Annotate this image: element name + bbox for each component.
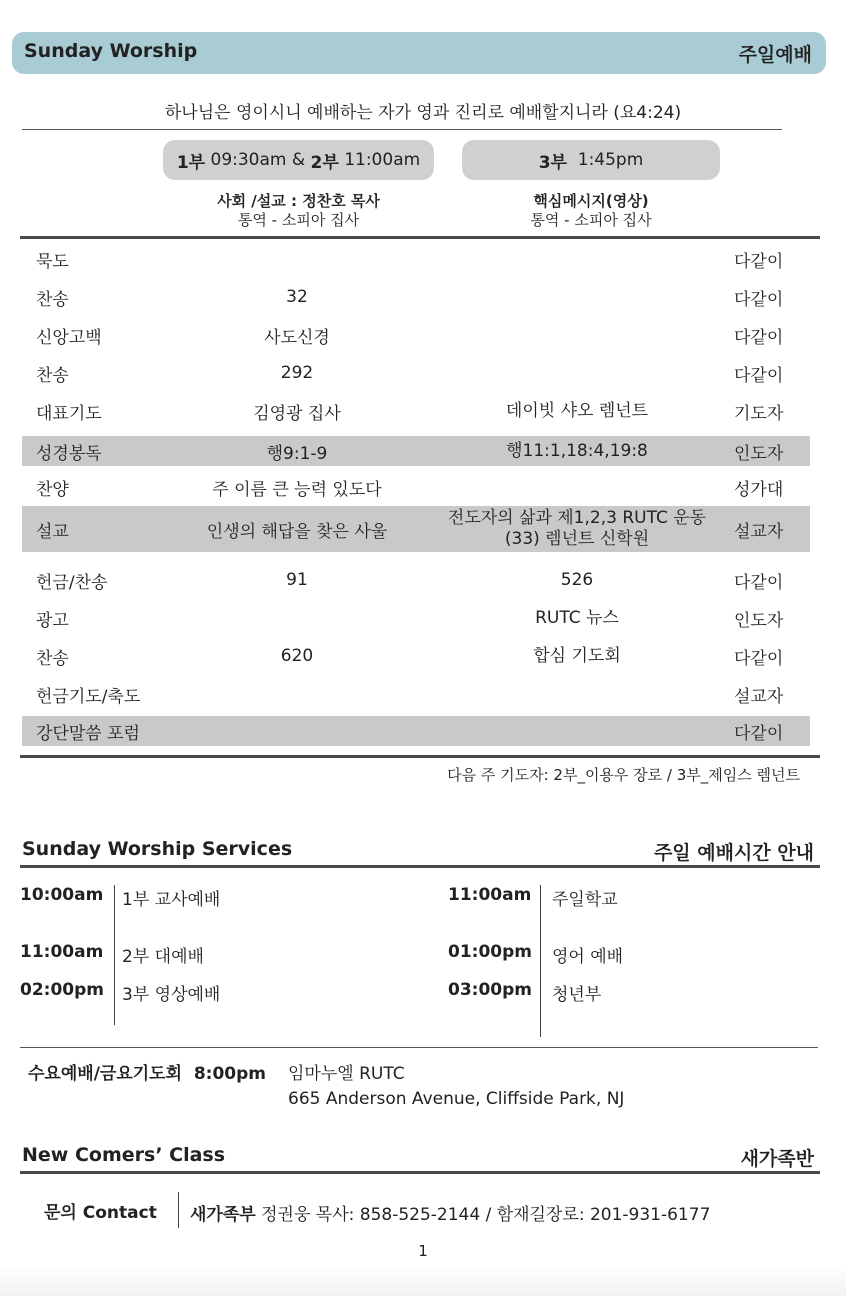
order-service3: 합심 기도회: [533, 645, 621, 666]
order-service12: 292: [280, 363, 314, 383]
order-label: 신앙고백: [36, 327, 102, 348]
order-label: 헌금/찬송: [36, 572, 108, 593]
order-service3: 행11:1,18:4,19:8: [506, 440, 648, 461]
service-name: 1부 교사예배: [122, 890, 221, 910]
weekday-rule: [20, 1047, 818, 1048]
service-time: 02:00pm: [20, 980, 104, 1000]
scripture-verse: 하나님은 영이시니 예배하는 자가 영과 진리로 예배할지니라 (요4:24): [164, 103, 682, 123]
order-role: 설교자: [734, 686, 784, 707]
order-label: 헌금기도/축도: [36, 686, 141, 707]
newcomers-rule: [20, 1171, 820, 1174]
service-name: 청년부: [552, 985, 602, 1005]
pill3-time: 1:45pm: [566, 150, 644, 170]
order-label: 묵도: [36, 251, 69, 272]
order-label: 성경봉독: [36, 443, 102, 464]
order-service12: 91: [286, 570, 308, 590]
order-row: [22, 436, 810, 466]
service-name: 영어 예배: [552, 947, 624, 967]
order-service3: 데이빗 샤오 렘넌트: [505, 400, 649, 421]
order-top-rule: [20, 236, 820, 239]
newcomers-title-en: New Comers’ Class: [22, 1144, 226, 1166]
pill-part1: 1부: [176, 152, 206, 173]
order-service3: RUTC 뉴스: [535, 607, 619, 628]
service-time: 11:00am: [20, 942, 104, 962]
order-label: 찬송: [36, 289, 69, 310]
service-time: 01:00pm: [448, 942, 532, 962]
header-title-ko: 주일예배: [738, 44, 812, 66]
order-service12: 주 이름 큰 능력 있도다: [212, 479, 382, 500]
order-role: 기도자: [734, 403, 784, 424]
service-name: 주일학교: [552, 890, 618, 910]
order-role: 다같이: [734, 723, 784, 744]
services-left-divider: [114, 885, 115, 1025]
order-label: 대표기도: [36, 403, 102, 424]
order-role: 인도자: [734, 443, 784, 464]
service-pill-1-2: [163, 140, 434, 180]
order-service12: 620: [280, 646, 314, 666]
order-role: 다같이: [734, 365, 784, 386]
services-rule: [20, 865, 820, 868]
leader-1-2: [163, 192, 434, 230]
contact-text: 정권웅 목사: 858-525-2144 / 함재길장로: 201-931-6177: [255, 1205, 711, 1225]
order-bottom-rule: [20, 755, 820, 758]
order-role: 성가대: [734, 479, 784, 500]
order-row: [22, 506, 810, 552]
service-time: 10:00am: [20, 885, 104, 905]
services-title-en: Sunday Worship Services: [22, 838, 293, 860]
order-role: 다같이: [734, 327, 784, 348]
service-name: 3부 영상예배: [122, 985, 221, 1005]
order-service12: 사도신경: [264, 327, 330, 348]
order-row: [22, 472, 810, 502]
page-number: 1: [418, 1242, 428, 1260]
order-row: [22, 396, 810, 426]
newcomers-title-ko: 새가족반: [740, 1148, 814, 1170]
services-title-ko: 주일 예배시간 안내: [653, 842, 814, 864]
header-title-en: Sunday Worship: [24, 40, 198, 62]
service-time: 03:00pm: [448, 980, 532, 1000]
order-role: 다같이: [734, 251, 784, 272]
order-service12: 인생의 해답을 찾은 사울: [206, 521, 388, 542]
order-row: [22, 320, 810, 350]
order-row: [22, 565, 810, 595]
order-role: 다같이: [734, 572, 784, 593]
order-service3: 526: [560, 569, 594, 590]
order-role: 인도자: [734, 610, 784, 631]
order-label: 광고: [36, 610, 69, 631]
service-name: 2부 대예배: [122, 947, 204, 967]
order-label: 찬송: [36, 648, 69, 669]
order-label: 강단말씀 포럼: [36, 723, 140, 744]
order-role: 다같이: [734, 289, 784, 310]
pill-time2: 11:00am: [338, 150, 421, 170]
pill3-part: 3부: [538, 152, 567, 173]
sermon-title-line1: 전도자의 삶과 제1,2,3 RUTC 운동: [447, 508, 707, 528]
sermon-title-line2: (33) 렘넌트 신학원: [504, 529, 650, 549]
contact-divider: [178, 1192, 179, 1228]
services-right-divider: [540, 885, 541, 1037]
pill-part2: 2부: [310, 152, 339, 173]
order-row: [22, 603, 810, 633]
order-row: [22, 679, 810, 709]
contact-info: [190, 1200, 710, 1225]
verse-divider: [22, 129, 782, 130]
order-label: 찬송: [36, 365, 69, 386]
bottom-shadow: [0, 1266, 846, 1296]
order-row: [22, 358, 810, 388]
order-role: 다같이: [734, 648, 784, 669]
weekday-service-label: 수요예배/금요기도회 8:00pm: [28, 1064, 267, 1084]
leader2-line2: 통역 - 소피아 집사: [530, 211, 652, 229]
order-row: [22, 282, 810, 312]
contact-dept: 새가족부: [190, 1205, 256, 1225]
order-row: [22, 716, 810, 746]
weekday-address: 665 Anderson Avenue, Cliffside Park, NJ: [288, 1089, 625, 1109]
contact-label: 문의 Contact: [44, 1203, 157, 1223]
pill-time1: 09:30am &: [205, 150, 311, 170]
leader-3: [462, 192, 720, 230]
service-pill-3: [462, 140, 720, 180]
order-service12: 행9:1-9: [266, 443, 328, 464]
order-role: 설교자: [734, 521, 784, 542]
order-label: 찬양: [36, 479, 69, 500]
order-row: [22, 641, 810, 671]
order-label: 설교: [36, 521, 69, 542]
leader2-line1: 핵심메시지(영상): [533, 192, 649, 210]
order-service12: 김영광 집사: [253, 403, 341, 424]
order-service3: [422, 506, 732, 552]
weekday-place: 임마누엘 RUTC: [288, 1064, 405, 1084]
leader1-line2: 통역 - 소피아 집사: [237, 211, 360, 229]
order-row: [22, 244, 810, 274]
leader1-line1: 사회 /설교 : 정찬호 목사: [217, 192, 380, 210]
service-time: 11:00am: [448, 885, 532, 905]
next-week-prayer-note: 다음 주 기도자: 2부_이용우 장로 / 3부_제임스 렘넌트: [447, 766, 800, 784]
order-service12: 32: [286, 287, 308, 307]
